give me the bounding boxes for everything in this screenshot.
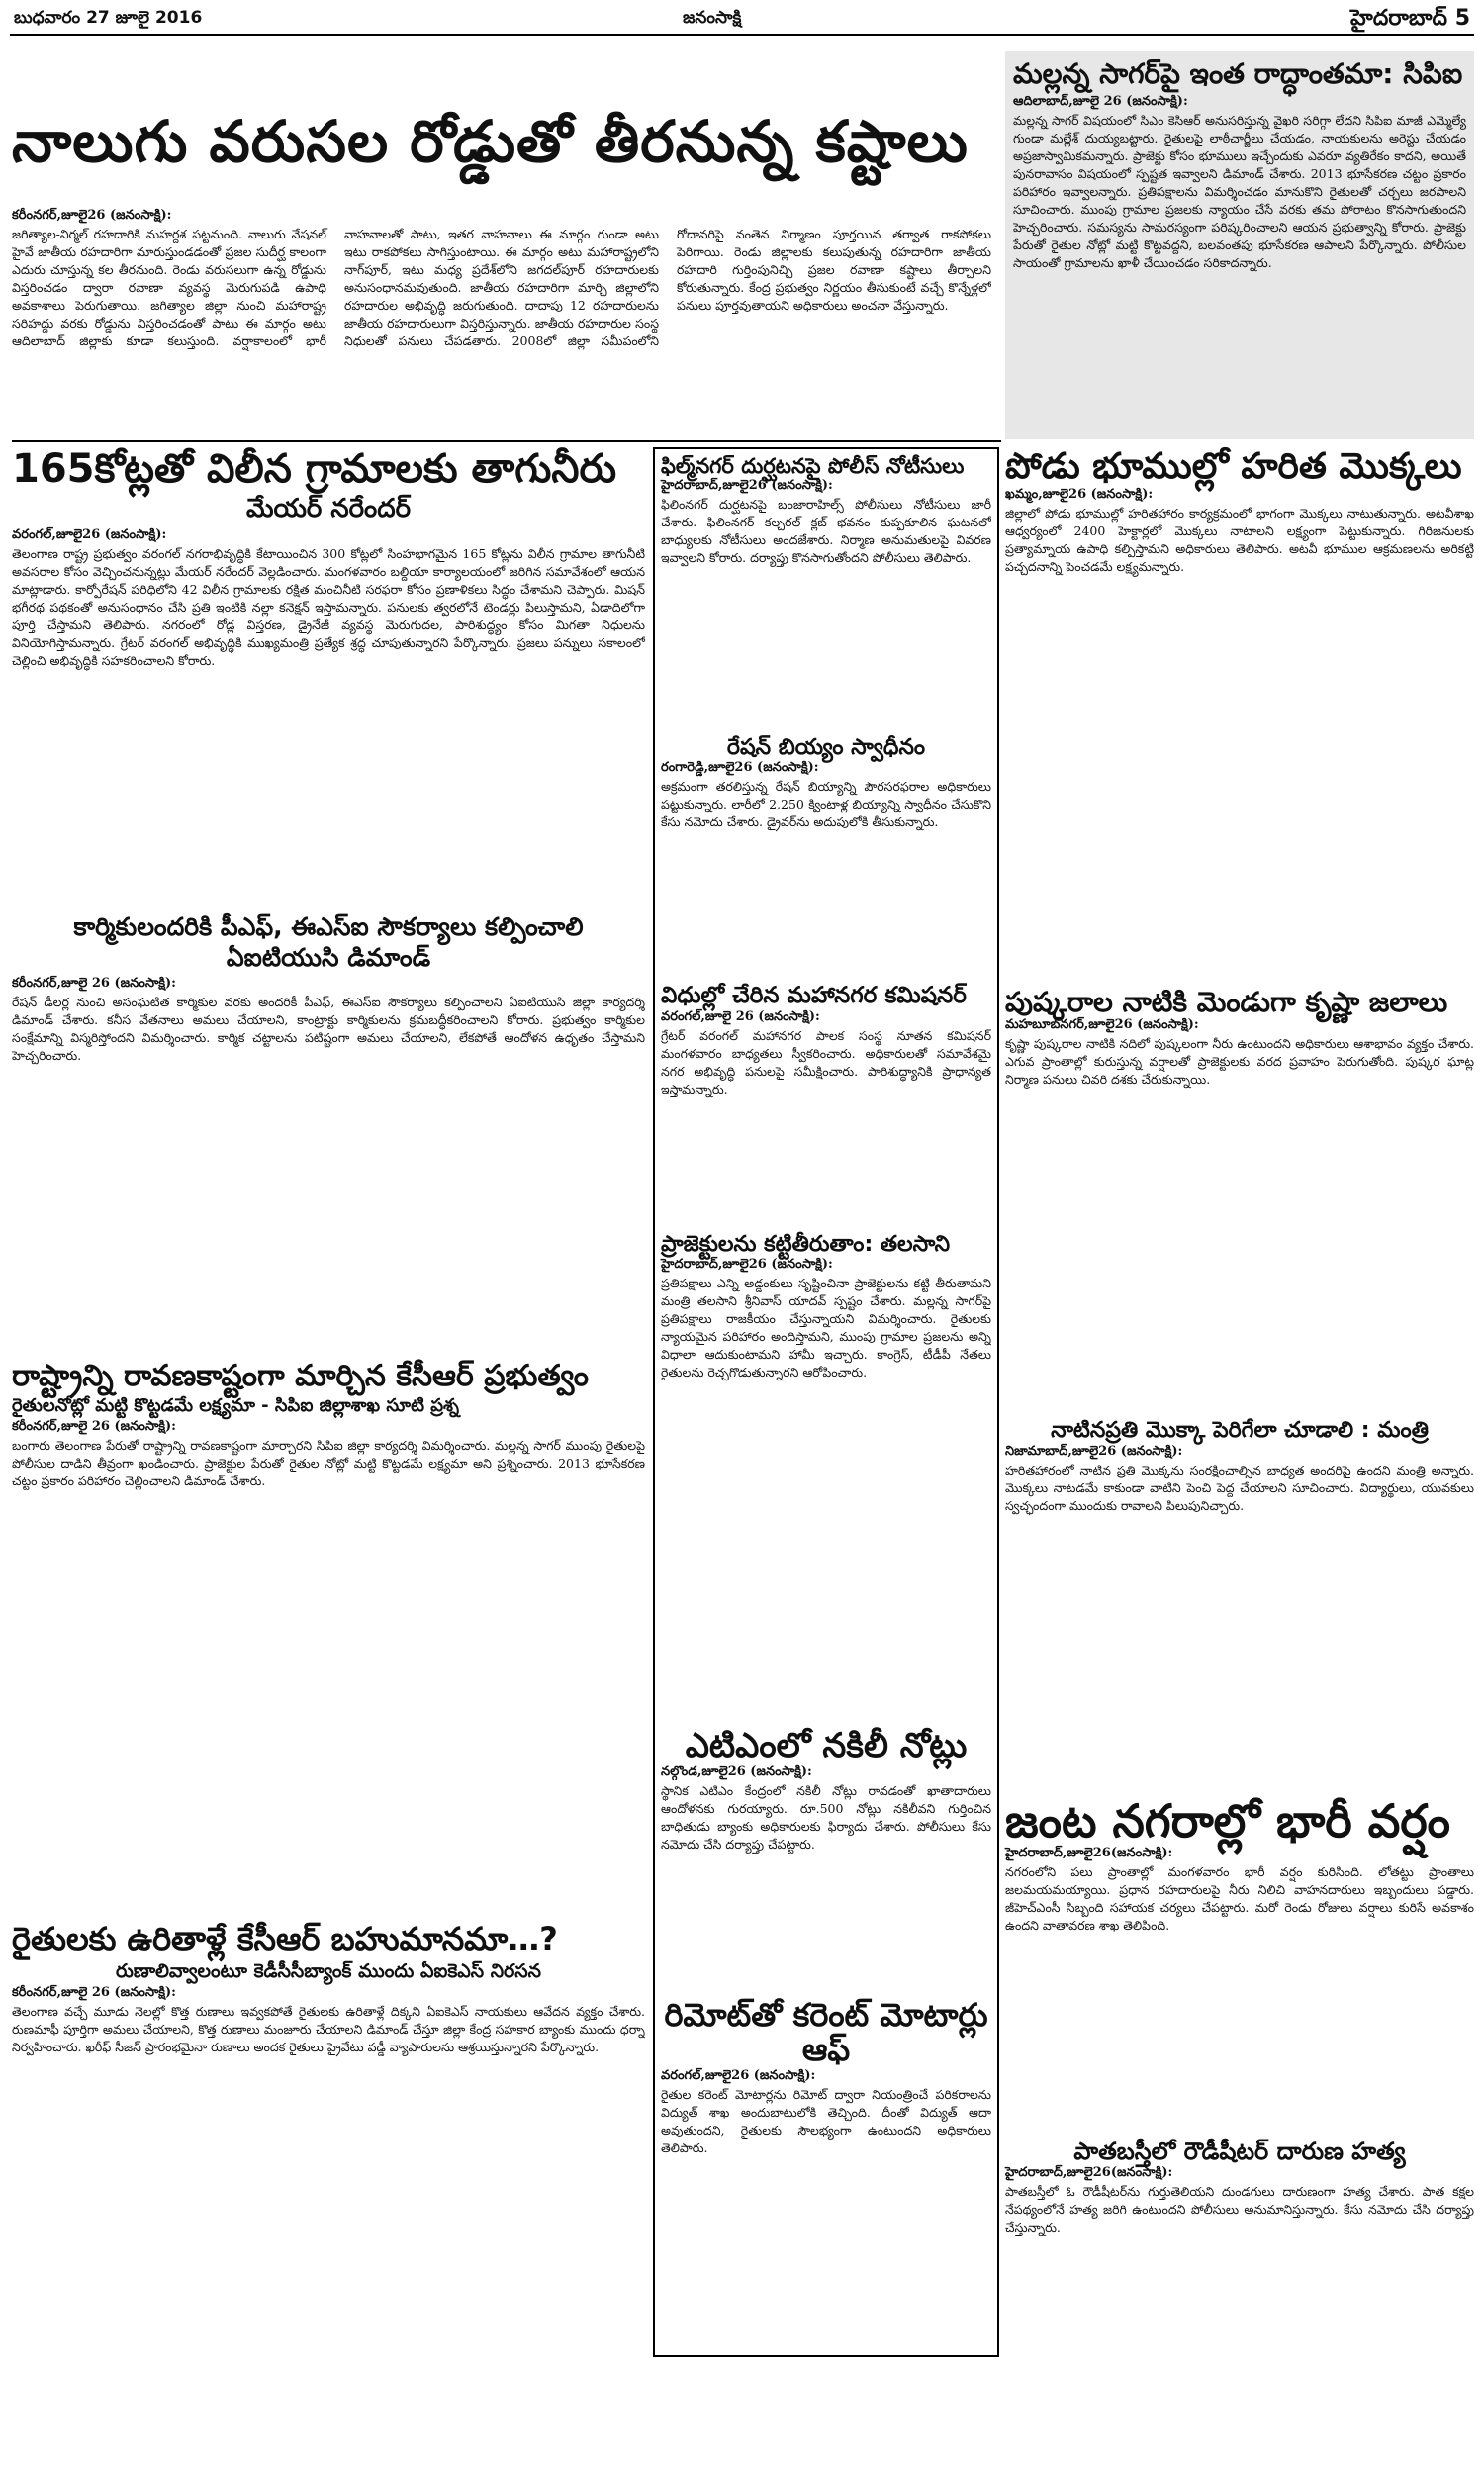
- right-story2-dateline: మహబూబ్‌నగర్,జూలై26 (జనంసాక్షి):: [1005, 1017, 1199, 1033]
- right-story3-dateline: నిజామాబాద్,జూలై26 (జనంసాక్షి):: [1005, 1443, 1183, 1459]
- left-story4-body: తెలంగాణ వచ్చే మూడు నెలల్లో కొత్త రుణాలు ఇవ్వకపోతే రైతులకు ఉరితాళ్లే దిక్కని ఏఐకెఎస్ నాయకులు ఆవేదన వ్యక్తం చేశారు. రుణమాఫీ పూర్తిగా అమలు చేయాలని, కొత్త రుణాలు మంజూరు చేయాలని డిమాండ్ చేస్తూ జిల్లా కేంద్ర సహకార బ్యాంకు ముందు ధర్నా నిర్వహించారు. ఖరీఫ్ సీజన్ ప్రారంభమైనా రుణాలు అందక రైతులు ప్రైవేటు వడ్డీ వ్యాపారులను ఆశ్రయిస్తున్నారని పేర్కొన్నారు.: [12, 2004, 645, 2055]
- right-story3-body: హరితహారంలో నాటిన ప్రతి మొక్కను సంరక్షించాల్సిన బాధ్యత అందరిపై ఉందని మంత్రి అన్నారు. మొక్కలు నాటడమే కాకుండా వాటిని పెంచి పెద్ద చేయాలని సూచించారు. విద్యార్థులు, యువకులు స్వచ్ఛందంగా ముందుకు రావాలని పిలుపునిచ్చారు.: [1005, 1462, 1474, 1513]
- mid-story5-headline: ఎటిఎంలో నకిలీ నోట్లు: [685, 1725, 968, 1765]
- mid-story3-body: గ్రేటర్ వరంగల్ మహానగర పాలక సంస్థ నూతన కమిషనర్ మంగళవారం బాధ్యతలు స్వీకరించారు. అధికారులతో సమావేశమై నగర అభివృద్ధి పనులపై సమీక్షించారు. పారిశుద్ధ్యానికి ప్రాధాన్యత ఇస్తామన్నారు.: [661, 1027, 991, 1096]
- left-story2-dateline: కరీంనగర్,జూలై 26 (జనంసాక్షి):: [12, 975, 176, 991]
- right-story2-body: కృష్ణా పుష్కరాల నాటికి నదిలో పుష్కలంగా నీరు ఉంటుందని అధికారులు ఆశాభావం వ్యక్తం చేశారు. ఎగువ ప్రాంతాల్లో కురుస్తున్న వర్షాలతో ప్రాజెక్టులకు వరద ప్రవాహం పెరుగుతోంది. పుష్కర ఘాట్ల నిర్మాణ పనులు చివరి దశకు చేరుకున్నాయి.: [1005, 1036, 1474, 1088]
- mid-story2-body: అక్రమంగా తరలిస్తున్న రేషన్ బియ్యాన్ని పౌరసరఫరాల అధికారులు పట్టుకున్నారు. లారీలో 2,250 క్వింటాళ్ల బియ్యాన్ని స్వాధీనం చేసుకొని కేసు నమోదు చేశారు. డ్రైవర్‌ను అదుపులోకి తీసుకున్నారు.: [661, 779, 991, 830]
- right-story1-headline: పోడు భూముల్లో హరిత మొక్కలు: [1005, 446, 1462, 487]
- right-story3-headline: నాటినప్రతి మొక్కా పెరిగేలా చూడాలి : మంత్రి: [1051, 1418, 1429, 1444]
- header-rule: [10, 34, 1474, 36]
- right-story5-body: పాతబస్తీలో ఓ రౌడీషీటర్‌ను గుర్తుతెలియని దుండగులు దారుణంగా హత్య చేశారు. పాత కక్షల నేపథ్యంలోనే హత్య జరిగి ఉంటుందని పోలీసులు అనుమానిస్తున్నారు. కేసు నమోదు చేసి దర్యాప్తు చేస్తున్నారు.: [1005, 2183, 1474, 2235]
- page-number: 5: [1454, 6, 1470, 31]
- middle-column: [653, 447, 999, 2357]
- left-column: [12, 447, 645, 2466]
- left-story4-headline: రైతులకు ఉరితాళ్లే కేసీఆర్ బహుమానమా…?: [12, 1920, 558, 1958]
- left-story4-subhead: రుణాలివ్వాలంటూ కెడీసీసీబ్యాంక్ ముందు ఏఐకెఎస్ నిరసన: [116, 1959, 541, 1982]
- mid-story4-body: ప్రతిపక్షాలు ఎన్ని అడ్డంకులు సృష్టించినా ప్రాజెక్టులను కట్టి తీరుతామని మంత్రి తలసాని శ్రీనివాస్ యాదవ్ స్పష్టం చేశారు. మల్లన్న సాగర్‌పై ప్రతిపక్షాలు రాజకీయం చేస్తున్నాయని విమర్శించారు. రైతులకు న్యాయమైన పరిహారం అందిస్తామని, ముంపు గ్రామాల ప్రజలను అన్ని విధాలా ఆదుకుంటామని హామీ ఇచ్చారు. కాంగ్రెస్, టీడీపీ నేతలు రైతులను రెచ్చగొడుతున్నారని ఆరోపించారు.: [661, 1275, 991, 1380]
- mid-story1-body: ఫిలింనగర్ దుర్ఘటనపై బంజారాహిల్స్ పోలీసులు నోటీసులు జారీ చేశారు. ఫిలింనగర్ కల్చరల్ క్లబ్ భవనం కుప్పకూలిన ఘటనలో బాధ్యులకు నోటీసులు అందజేశారు. నిర్మాణ అనుమతులపై వివరణ ఇవ్వాలని కోరారు. దర్యాప్తు కొనసాగుతోందని పోలీసులు తెలిపారు.: [661, 497, 991, 566]
- mid-story1-dateline: హైదరాబాద్,జూలై26 (జనంసాక్షి):: [661, 478, 833, 494]
- lead-story: [12, 208, 991, 430]
- right-top-box: [1005, 51, 1474, 439]
- mid-story6-dateline: వరంగల్,జూలై26 (జనంసాక్షి):: [661, 2067, 816, 2083]
- city-name: హైదరాబాద్: [1350, 6, 1448, 31]
- right-story4-headline: జంట నగరాల్లో భారీ వర్షం: [1005, 1793, 1450, 1848]
- mid-story4-headline: ప్రాజెక్టులను కట్టితీరుతాం: తలసాని: [661, 1231, 951, 1257]
- masthead-logo: జనంసాక్షి: [683, 8, 742, 28]
- left-story3-headline: రాష్ట్రాన్ని రావణకాష్టంగా మార్చిన కేసీఆర్ ప్రభుత్వం: [12, 1358, 589, 1393]
- mid-story3-headline: విధుల్లో చేరిన మహానగర కమిషనర్: [661, 983, 967, 1009]
- lead-body: జగిత్యాల-నిర్మల్ రహదారికి మహర్దశ పట్టనుంది. నాలుగు నేషనల్ హైవే జాతీయ రహదారిగా మారుస్తుండడంతో ప్రజల సుదీర్ఘ కాలంగా ఎదురు చూస్తున్న కల తీరనుంది. రెండు వరుసలుగా ఉన్న రోడ్డును విస్తరించడం ద్వారా రవాణా వ్యవస్థ మెరుగుపడి ఉపాధి అవకాశాలు పెరుగుతాయి. జగిత్యాల జిల్లా నుంచి మహారాష్ట్ర సరిహద్దు వరకు రోడ్డును విస్తరించడంతో పాటు ఈ మార్గం అటు ఆదిలాబాద్ జిల్లాకు కూడా కలుస్తుంది. వర్షాకాలంలో భారీ వాహనాలతో పాటు, ఇతర వాహనాలు ఈ మార్గం గుండా అటు ఇటు రాకపోకలు సాగిస్తుంటాయి. ఈ మార్గం అటు మహారాష్ట్రలోని నాగ్‌పూర్, ఇటు మధ్య ప్రదేశ్‌లోని జగదల్‌పూర్ రహదారులకు అనుసంధానమవుతుంది. జాతీయ రహదారిగా మార్చి జిల్లాలోని రహదారుల అభివృద్ధి జరుగుతుంది. దాదాపు 12 రహదారులను జాతీయ రహదారులుగా విస్తరిస్తున్నారు. జాతీయ రహదారుల సంస్థ నిధులతో పనులు చేపడతారు. 2008లో జిల్లా సమీపంలోని గోదావరిపై వంతెన నిర్మాణం పూర్తయిన తర్వాత రాకపోకలు పెరిగాయి. రెండు జిల్లాలకు కలుపుతున్న రహదారిగా జాతీయ రహదారి గుర్తింపునిచ్చి ప్రజల రవాణా కష్టాలు తీర్చాలని కోరుతున్నారు. కేంద్ర ప్రభుత్వం నిర్ణయం తీసుకుంటే వచ్చే కొన్నేళ్లలో పనులు పూర్తవుతాయని అధికారులు అంచనా వేస్తున్నారు.: [12, 227, 991, 348]
- mid-story5-body: స్థానిక ఎటిఎం కేంద్రంలో నకిలీ నోట్లు రావడంతో ఖాతాదారులు ఆందోళనకు గురయ్యారు. రూ.500 నోట్లు నకిలీవని గుర్తించిన బాధితుడు బ్యాంకు అధికారులకు ఫిర్యాదు చేశారు. పోలీసులు కేసు నమోదు చేసి దర్యాప్తు చేపట్టారు.: [661, 1783, 991, 1853]
- right-top-dateline: ఆదిలాబాద్,జూలై 26 (జనంసాక్షి):: [1013, 93, 1188, 109]
- right-top-headline: మల్లన్న సాగర్‌పై ఇంత రాద్ధాంతమా: సిపిఐ: [1013, 57, 1463, 90]
- mid-story2-headline: రేషన్ బియ్యం స్వాధీనం: [726, 735, 926, 761]
- issue-date: బుధవారం 27 జూలై 2016: [14, 8, 203, 28]
- right-story1-body: జిల్లాలో పోడు భూముల్లో హరితహారం కార్యక్రమంలో భాగంగా మొక్కలు నాటుతున్నారు. అటవీశాఖ ఆధ్వర్యంలో 2400 హెక్టార్లలో మొక్కలు నాటాలని లక్ష్యంగా పెట్టుకున్నారు. గిరిజనులకు ప్రత్యామ్నాయ ఉపాధి కల్పిస్తామని అధికారులు తెలిపారు. అటవీ భూముల ఆక్రమణలను అరికట్టి పచ్చదనాన్ని పెంచడమే లక్ష్యమన్నారు.: [1005, 505, 1474, 574]
- right-top-body: మల్లన్న సాగర్ విషయంలో సిఎం కెసిఆర్ అనుసరిస్తున్న వైఖరి సరిగ్గా లేదని సిపిఐ మాజీ ఎమ్మెల్యే గుండా మల్లేశ్ దుయ్యబట్టారు. రైతులపై లాఠీచార్జీలు చేయడం, నాయకులను అరెస్టు చేయడం అప్రజాస్వామికమన్నారు. ప్రాజెక్టు కోసం భూములు ఇచ్చేందుకు ఎవరూ వ్యతిరేకం కాదని, అయితే పునరావాసం విషయంలో స్పష్టత ఇవ్వాలని డిమాండ్ చేశారు. 2013 భూసేకరణ చట్టం ప్రకారం పరిహారం ఇవ్వాలన్నారు. ప్రతిపక్షాలను విమర్శించడం మానుకొని రైతులతో చర్చలు జరపాలని సూచించారు. ముంపు గ్రామాల ప్రజలకు న్యాయం చేసే వరకు తమ పోరాటం కొనసాగుతుందని హెచ్చరించారు. సమస్యను సామరస్యంగా పరిష్కరించాలని ఆయన ప్రభుత్వాన్ని కోరారు. ప్రాజెక్టు పేరుతో రైతుల నోట్లో మట్టి కొట్టవద్దని, బలవంతపు భూసేకరణ ఆపాలని పేర్కొన్నారు. పోలీసుల సాయంతో గ్రామాలను ఖాళీ చేయించడం సరికాదన్నారు.: [1013, 112, 1466, 270]
- right-story5-headline: పాతబస్తీలో రౌడీషీటర్ దారుణ హత్య: [1073, 2138, 1406, 2166]
- mid-story6-body: రైతుల కరెంట్ మోటార్లను రిమోట్ ద్వారా నియంత్రించే పరికరాలను విద్యుత్ శాఖ అందుబాటులోకి తెచ్చింది. దీంతో విద్యుత్ ఆదా అవుతుందని, రైతులకు సౌలభ్యంగా ఉంటుందని అధికారులు తెలిపారు.: [661, 2086, 991, 2155]
- left-story1-body: తెలంగాణ రాష్ట్ర ప్రభుత్వం వరంగల్ నగరాభివృద్ధికి కేటాయించిన 300 కోట్లలో సింహభాగమైన 165 కోట్లను విలీన గ్రామాల తాగునీటి అవసరాల కోసం వెచ్చించనున్నట్లు మేయర్ నరేందర్ వెల్లడించారు. మంగళవారం బల్దియా కార్యాలయంలో జరిగిన సమావేశంలో ఆయన మాట్లాడారు. కార్పోరేషన్ పరిధిలోని 42 విలీన గ్రామాలకు రక్షిత మంచినీటి సరఫరా కోసం ప్రణాళికలు సిద్ధం చేశామని చెప్పారు. మిషన్ భగీరథ పథకంతో అనుసంధానం చేసి ప్రతి ఇంటికి నల్లా కనెక్షన్ ఇస్తామన్నారు. పనులకు త్వరలోనే టెండర్లు పిలుస్తామని, ఏడాదిలోగా పూర్తి చేస్తామని తెలిపారు. నగరంలో రోడ్ల విస్తరణ, డ్రైనేజీ వ్యవస్థ మెరుగుదల, పారిశుద్ధ్యం కోసం మిగతా నిధులను వినియోగిస్తామన్నారు. గ్రేటర్ వరంగల్ అభివృద్ధికి ముఖ్యమంత్రి ప్రత్యేక శ్రద్ధ చూపుతున్నారని పేర్కొన్నారు. ప్రజలు పన్నులు సకాలంలో చెల్లించి అభివృద్ధికి సహకరించాలని కోరారు.: [12, 545, 645, 668]
- right-story4-dateline: హైదరాబాద్,జూలై26(జనంసాక్షి):: [1005, 1846, 1173, 1861]
- mid-story5-dateline: నల్గొండ,జూలై26 (జనంసాక్షి):: [661, 1764, 812, 1780]
- page-location: [1350, 6, 1470, 36]
- left-story3-subhead: రైతులనోట్లో మట్టి కొట్టడమే లక్ష్యమా - సిపిఐ జిల్లాశాఖ సూటి ప్రశ్న: [12, 1394, 459, 1416]
- left-story1-headline: 165కోట్లతో విలీన గ్రామాలకు తాగునీరు: [12, 446, 617, 492]
- left-story2-body: రేషన్ డీలర్ల నుంచి అసంఘటిత కార్మికుల వరకు అందరికీ పీఎఫ్, ఈఎస్ఐ సౌకర్యాలు కల్పించాలని ఏఐటియుసి జిల్లా కార్యదర్శి డిమాండ్ చేశారు. కనీస వేతనాలు అమలు చేయాలని, కాంట్రాక్టు కార్మికులను క్రమబద్ధీకరించాలని కోరారు. ప్రభుత్వం కార్మికుల సంక్షేమాన్ని విస్మరిస్తోందని విమర్శించారు. కార్మిక చట్టాలను పటిష్టంగా అమలు చేయాలని, లేకపోతే ఆందోళన ఉధృతం చేస్తామని హెచ్చరించారు.: [12, 994, 645, 1063]
- left-story4-dateline: కరీంనగర్,జూలై 26 (జనంసాక్షి):: [12, 1985, 176, 2001]
- right-story4-body: నగరంలోని పలు ప్రాంతాల్లో మంగళవారం భారీ వర్షం కురిసింది. లోతట్టు ప్రాంతాలు జలమయమయ్యాయి. ప్రధాన రహదారులపై నీరు నిలిచి వాహనదారులు ఇబ్బందులు పడ్డారు. జీహెచ్ఎంసీ సిబ్బంది సహాయక చర్యలు చేపట్టారు. మరో రెండు రోజులు వర్షాలు కురిసే అవకాశం ఉందని వాతావరణ శాఖ తెలిపింది.: [1005, 1864, 1474, 1934]
- mid-story6-headline: రిమోట్‌తో కరెంట్ మోటార్లు ఆఫ్: [664, 1996, 988, 2069]
- left-story2-subhead: ఏఐటియుసి డిమాండ్: [226, 943, 431, 973]
- left-story2-headline: కార్మికులందరికి పీఎఫ్, ఈఎస్ఐ సౌకర్యాలు కల్పించాలి: [73, 911, 584, 941]
- mid-story2-dateline: రంగారెడ్డి,జూలై26 (జనంసాక్షి):: [661, 760, 819, 776]
- right-story2-headline: పుష్కరాల నాటికి మెండుగా కృష్ణా జలాలు: [1005, 985, 1448, 1018]
- lead-divider: [12, 440, 1001, 442]
- mid-story3-dateline: వరంగల్,జూలై 26 (జనంసాక్షి):: [661, 1008, 820, 1024]
- mid-story1-headline: ఫిల్మ్‌నగర్ దుర్ఘటనపై పోలీస్ నోటీసులు: [661, 454, 965, 478]
- right-column: [1005, 447, 1474, 2466]
- mid-story4-dateline: హైదరాబాద్,జూలై26 (జనంసాక్షి):: [661, 1256, 833, 1272]
- right-story5-dateline: హైదరాబాద్,జూలై26(జనంసాక్షి):: [1005, 2164, 1173, 2180]
- left-story1-subhead: మేయర్ నరేందర్: [245, 494, 412, 523]
- lead-headline: నాలుగు వరుసల రోడ్డుతో తీరనున్న కష్టాలు: [12, 108, 969, 175]
- right-story1-dateline: ఖమ్మం,జూలై26 (జనంసాక్షి):: [1005, 486, 1154, 502]
- lead-dateline: కరీంనగర్,జూలై26 (జనంసాక్షి):: [12, 208, 172, 223]
- left-story1-dateline: వరంగల్,జూలై26 (జనంసాక్షి):: [12, 526, 167, 542]
- left-story3-body: బంగారు తెలంగాణ పేరుతో రాష్ట్రాన్ని రావణకాష్టంగా మార్చారని సిపిఐ జిల్లా కార్యదర్శి విమర్శించారు. మల్లన్న సాగర్ ముంపు రైతులపై పోలీసుల దాడిని తీవ్రంగా ఖండించారు. ప్రాజెక్టుల పేరుతో రైతుల నోట్లో మట్టి కొట్టడమే లక్ష్యమా అని ప్రశ్నించారు. 2013 భూసేకరణ చట్టం ప్రకారం పరిహారం చెల్లించాలని డిమాండ్ చేశారు.: [12, 1438, 645, 1489]
- left-story3-dateline: కరీంనగర్,జూలై 26 (జనంసాక్షి):: [12, 1419, 176, 1435]
